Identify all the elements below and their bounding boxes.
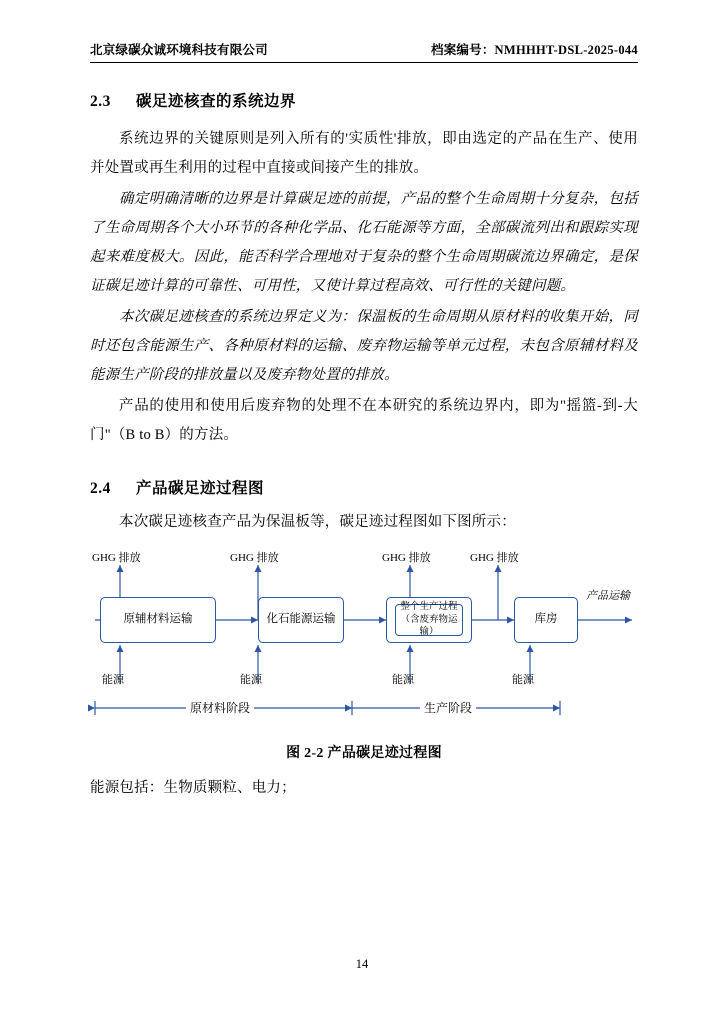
stage-label-raw-material: 原材料阶段: [186, 699, 254, 716]
page-content: [90, 40, 638, 797]
process-box-label-3: 整个生产过程: [400, 602, 458, 613]
process-box-label-2: 化石能源运输: [266, 613, 336, 626]
archive-label: 档案编号：: [431, 43, 495, 57]
energy-label-1: 能源: [102, 674, 124, 686]
section-2-3-title: 碳足迹核查的系统边界: [136, 93, 297, 110]
paragraph-2-4-intro: 本次碳足迹核查产品为保温板等，碳足迹过程图如下图所示：: [119, 514, 516, 530]
process-box-warehouse[interactable]: [514, 597, 578, 643]
energy-label-3: 能源: [392, 674, 414, 686]
section-2-4-title: 产品碳足迹过程图: [136, 480, 265, 497]
energy-label-4: 能源: [512, 674, 534, 686]
paragraph-2-3-2: 确定明确清晰的边界是计算碳足迹的前提，产品的整个生命周期十分复杂，包括了生命周期各个大小环节的各种化学品、化石能源等方面，全部碳流列出和跟踪实现起来难度极大。因此，能否科学合理地对于复杂的整个生命周期碳流边界确定，是保证碳足迹计算的可靠性、可用性，又使计算过程高效、可行性的关键问题。: [90, 191, 638, 294]
product-transport-label: 产品运输: [586, 590, 630, 602]
process-box-production-process[interactable]: [386, 597, 472, 643]
energy-includes-text: 能源包括：生物质颗粒、电力；: [90, 780, 296, 796]
process-box-label-1: 原辅材料运输: [123, 613, 193, 626]
process-box-fossil-energy-transport[interactable]: [258, 597, 344, 643]
process-box-raw-material-transport[interactable]: [100, 597, 216, 643]
process-box-sublabel-3: （含废弃物运输）: [400, 614, 458, 638]
ghg-label-3: GHG 排放: [382, 552, 431, 564]
page-number: 14: [355, 957, 369, 971]
paragraph-2-3-3: 本次碳足迹核查的系统边界定义为：保温板的生命周期从原材料的收集开始，同时还包含能源生产、各种原材料的运输、废弃物运输等单元过程，未包含原辅材料及能源生产阶段的排放量以及废弃物处置的排放。: [90, 309, 638, 383]
section-2-3-heading: [90, 89, 638, 111]
section-2-4-heading: [90, 476, 638, 498]
header-company: 北京绿碳众诚环境科技有限公司: [90, 43, 268, 57]
energy-label-2: 能源: [240, 674, 262, 686]
section-2-4-number: 2.4: [90, 480, 111, 497]
section-2-3-number: 2.3: [90, 93, 111, 110]
stage-label-production: 生产阶段: [420, 699, 476, 716]
process-flow-diagram: [90, 545, 638, 740]
paragraph-2-3-4: 产品的使用和使用后废弃物的处理不在本研究的系统边界内，即为"摇篮-到-大门"（B to B）的方法。: [90, 398, 638, 443]
process-box-inner-3: [395, 604, 462, 636]
archive-code: NMHHHT-DSL-2025-044: [494, 43, 638, 57]
ghg-label-2: GHG 排放: [230, 552, 279, 564]
page-header: [90, 40, 638, 63]
header-archive: [431, 40, 638, 58]
ghg-label-4: GHG 排放: [470, 552, 519, 564]
process-box-label-4: 库房: [534, 613, 558, 626]
ghg-label-1: GHG 排放: [92, 552, 141, 564]
figure-caption: 图 2-2 产品碳足迹过程图: [286, 746, 442, 761]
paragraph-2-3-1: 系统边界的关键原则是列入所有的'实质性'排放，即由选定的产品在生产、使用并处置或再生利用的过程中直接或间接产生的排放。: [90, 131, 638, 176]
